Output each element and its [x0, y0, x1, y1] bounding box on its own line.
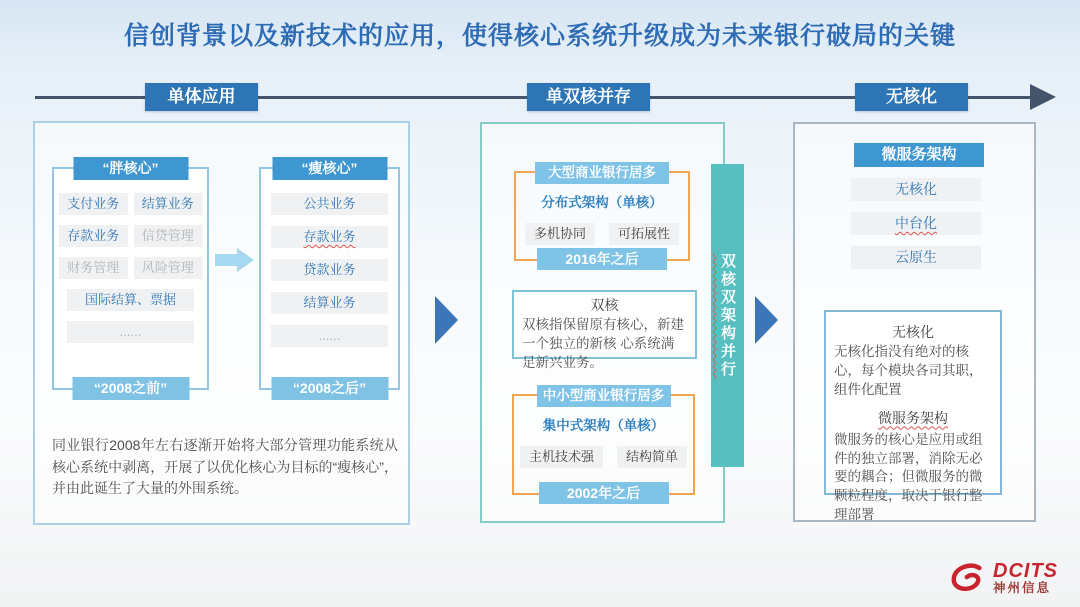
- small-bank-group: [512, 388, 695, 501]
- page-title: 信创背景以及新技术的应用，使得核心系统升级成为未来银行破局的关键: [123, 22, 956, 50]
- left-panel-note: 同业银行2008年左右逐渐开始将大部分管理功能系统从核心系统中剥离，开展了以优化核心为目标的“瘦核心”，并由此诞生了大量的外围系统。: [52, 437, 398, 497]
- thin-core-items: [261, 193, 398, 358]
- microservice-subtitle: 微服务架构: [878, 409, 948, 426]
- fat-core-header: “胖核心”: [73, 157, 188, 180]
- fat-core-footer: “2008之前”: [72, 377, 189, 400]
- list-item: 财务管理: [59, 257, 128, 279]
- large-bank-group: [514, 165, 690, 267]
- logo-subtitle: 神州信息: [993, 580, 1052, 595]
- panel-arrow-icon: [755, 296, 778, 344]
- list-item: 存款业务: [59, 225, 128, 247]
- microservice-body: 微服务的核心是应用或组件的独立部署，消除无必要的耦合；但微服务的微颗粒程度，取决于银行整理部署: [834, 431, 983, 523]
- feature-chip: 可拓展性: [609, 223, 679, 245]
- feature-chip: 多机协同: [525, 223, 595, 245]
- ellipsis-item: ......: [67, 321, 194, 343]
- company-logo: [947, 561, 1058, 595]
- feature-chip: 主机技术强: [520, 446, 603, 468]
- microservice-header: 微服务架构: [854, 143, 984, 167]
- feature-chip: 结构简单: [617, 446, 687, 468]
- side-banner-label: 双核双架构并行: [719, 252, 736, 379]
- timeline-stage-dual-core: 单双核并存: [527, 83, 650, 111]
- coreless-definition-card: [824, 310, 1002, 523]
- timeline-stage-monolith: 单体应用: [145, 83, 258, 111]
- list-item: 风险管理: [134, 257, 203, 279]
- list-item: 结算业务: [134, 193, 203, 215]
- large-bank-footer: 2016年之后: [537, 248, 667, 270]
- list-item-wide: 国际结算、票据: [67, 289, 194, 311]
- centralized-arch-label: 集中式架构（单核）: [542, 418, 665, 433]
- thin-core-footer: “2008之后”: [271, 377, 388, 400]
- list-item: 贷款业务: [271, 259, 388, 281]
- small-bank-footer: 2002年之后: [539, 482, 669, 504]
- timeline-stage-coreless: 无核化: [855, 83, 968, 111]
- list-item: 公共业务: [271, 193, 388, 215]
- list-item: 支付业务: [59, 193, 128, 215]
- dual-core-title: 双核: [590, 297, 619, 313]
- large-bank-header: 大型商业银行居多: [535, 162, 669, 184]
- panel-monolith-era: [33, 121, 410, 525]
- feature-chip: 无核化: [851, 178, 981, 201]
- timeline-arrowhead-icon: [1030, 84, 1056, 110]
- feature-chip: 云原生: [851, 246, 981, 269]
- coreless-title: 无核化: [892, 324, 934, 340]
- list-item: 结算业务: [271, 292, 388, 314]
- dual-core-body: 双核指保留原有核心，新建一个独立的新核 心系统满足新兴业务。: [522, 317, 684, 370]
- ellipsis-item: ......: [271, 325, 388, 347]
- logo-name: DCITS: [993, 559, 1058, 582]
- panel-coreless-era: [793, 122, 1036, 522]
- small-bank-header: 中小型商业银行居多: [537, 385, 671, 407]
- coreless-body: 无核化指没有绝对的核心，每个模块各司其职，组件化配置: [834, 344, 983, 397]
- list-item: 信贷管理: [134, 225, 203, 247]
- feature-chip: 中台化: [851, 212, 981, 235]
- transition-arrow-icon: [215, 248, 255, 272]
- dual-core-side-banner: [711, 164, 744, 467]
- dual-core-definition-card: [512, 290, 697, 370]
- thin-core-column: [259, 160, 400, 396]
- fat-core-items: [54, 193, 207, 353]
- panel-arrow-icon: [435, 296, 458, 344]
- distributed-arch-label: 分布式架构（单核）: [541, 195, 663, 210]
- panel-dual-core-era: [480, 122, 736, 523]
- list-item: 存款业务: [271, 226, 388, 248]
- logo-swirl-icon: [944, 558, 990, 598]
- thin-core-header: “瘦核心”: [272, 157, 387, 180]
- fat-core-column: [52, 160, 209, 396]
